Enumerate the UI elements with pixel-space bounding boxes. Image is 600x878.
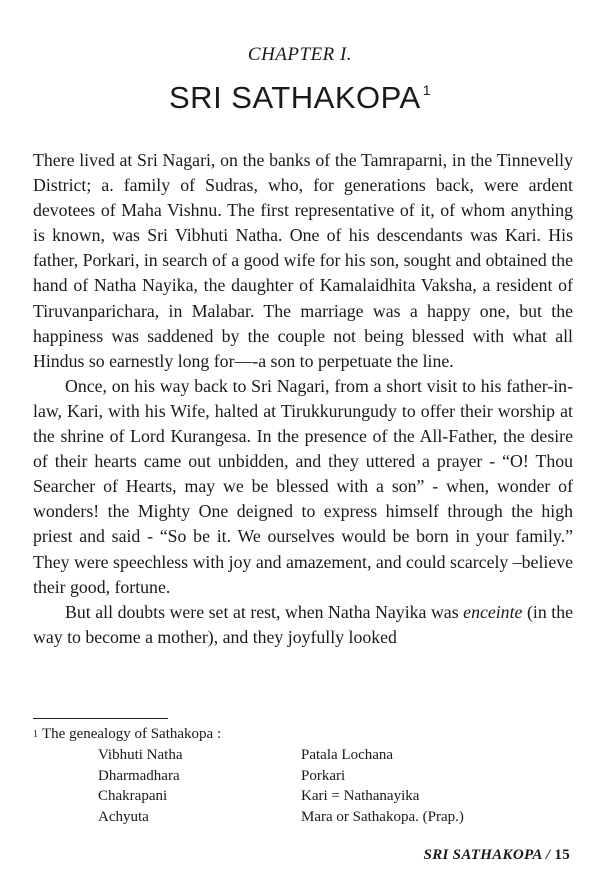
running-footer xyxy=(424,847,570,864)
footnote xyxy=(33,724,573,825)
genealogy-name: Vibhuti Natha xyxy=(98,747,183,763)
footnote-marker: 1 xyxy=(33,729,38,740)
genealogy-name: Kari = Nathanayika xyxy=(301,788,420,804)
paragraph-1: There lived at Sri Nagari, on the banks of the Tamraparni, in the Tinnevelly District; a. family of Sudras, who, for generations back, were ardent devotees of Maha Vishnu. The first representative of it, of whom anything is known, was Sri Vibhuti Natha. One of his descendants was Kari. His father, Porkari, in search of a good wife for his son, sought and obtained the hand of Natha Nayika, the daughter of Kamalaidhita Vaksha, a resident of Tiruvanparichara, in Malabar. The marriage was a happy one, but the happiness was saddened by the couple not being blessed with what all Hindus so earnestly long for—-a son to perpetuate the line. xyxy=(33,150,573,371)
genealogy-name: Porkari xyxy=(301,767,346,784)
genealogy-left-column xyxy=(98,745,183,827)
paragraph-3 xyxy=(33,600,573,650)
body-text xyxy=(33,148,573,650)
title-footnote-marker: 1 xyxy=(422,82,431,98)
footnote-intro: The genealogy of Sathakopa : xyxy=(42,726,222,742)
genealogy-name: Patala Lochana xyxy=(301,747,394,763)
chapter-title-text: SRI SATHAKOPA xyxy=(169,80,421,115)
page-number: 15 xyxy=(554,847,570,863)
paragraph-3-lead: But all doubts were set at rest, when Natha Nayika was xyxy=(65,601,464,622)
footer-separator: / xyxy=(541,847,555,863)
genealogy-right-column xyxy=(301,745,464,827)
genealogy-name: Dharmadhara xyxy=(98,767,180,784)
paragraph-3-italic-term: enceinte xyxy=(463,601,523,622)
footnote-intro-line xyxy=(33,724,573,745)
chapter-title xyxy=(0,80,600,116)
footnote-divider xyxy=(33,718,168,719)
chapter-label: CHAPTER I. xyxy=(247,44,353,65)
paragraph-2: Once, on his way back to Sri Nagari, from a short visit to his father-in-law, Kari, with his Wife, halted at Tirukkurungudy to offer their worship at the shrine of Lord Kurangesa. In the presence of the All-Father, the desire of their hearts came out unbidden, and they uttered a prayer - “O! Thou Searcher of Hearts, may we be blessed with a son” - when, wonder of wonders! the Mighty One deigned to express himself through the high priest and said - “So be it. We ourselves would be born in your family.” They were speechless with joy and amazement, and could scarcely –believe their good, fortune. xyxy=(33,375,573,597)
running-title: SRI SATHAKOPA xyxy=(423,847,542,863)
paragraph-3-tail: (in the way to become a mother), and they joyfully looked xyxy=(33,601,573,647)
genealogy-name: Mara or Sathakopa. (Prap.) xyxy=(301,808,464,825)
genealogy-name: Achyuta xyxy=(98,808,149,825)
genealogy-name: Chakrapani xyxy=(98,788,168,804)
